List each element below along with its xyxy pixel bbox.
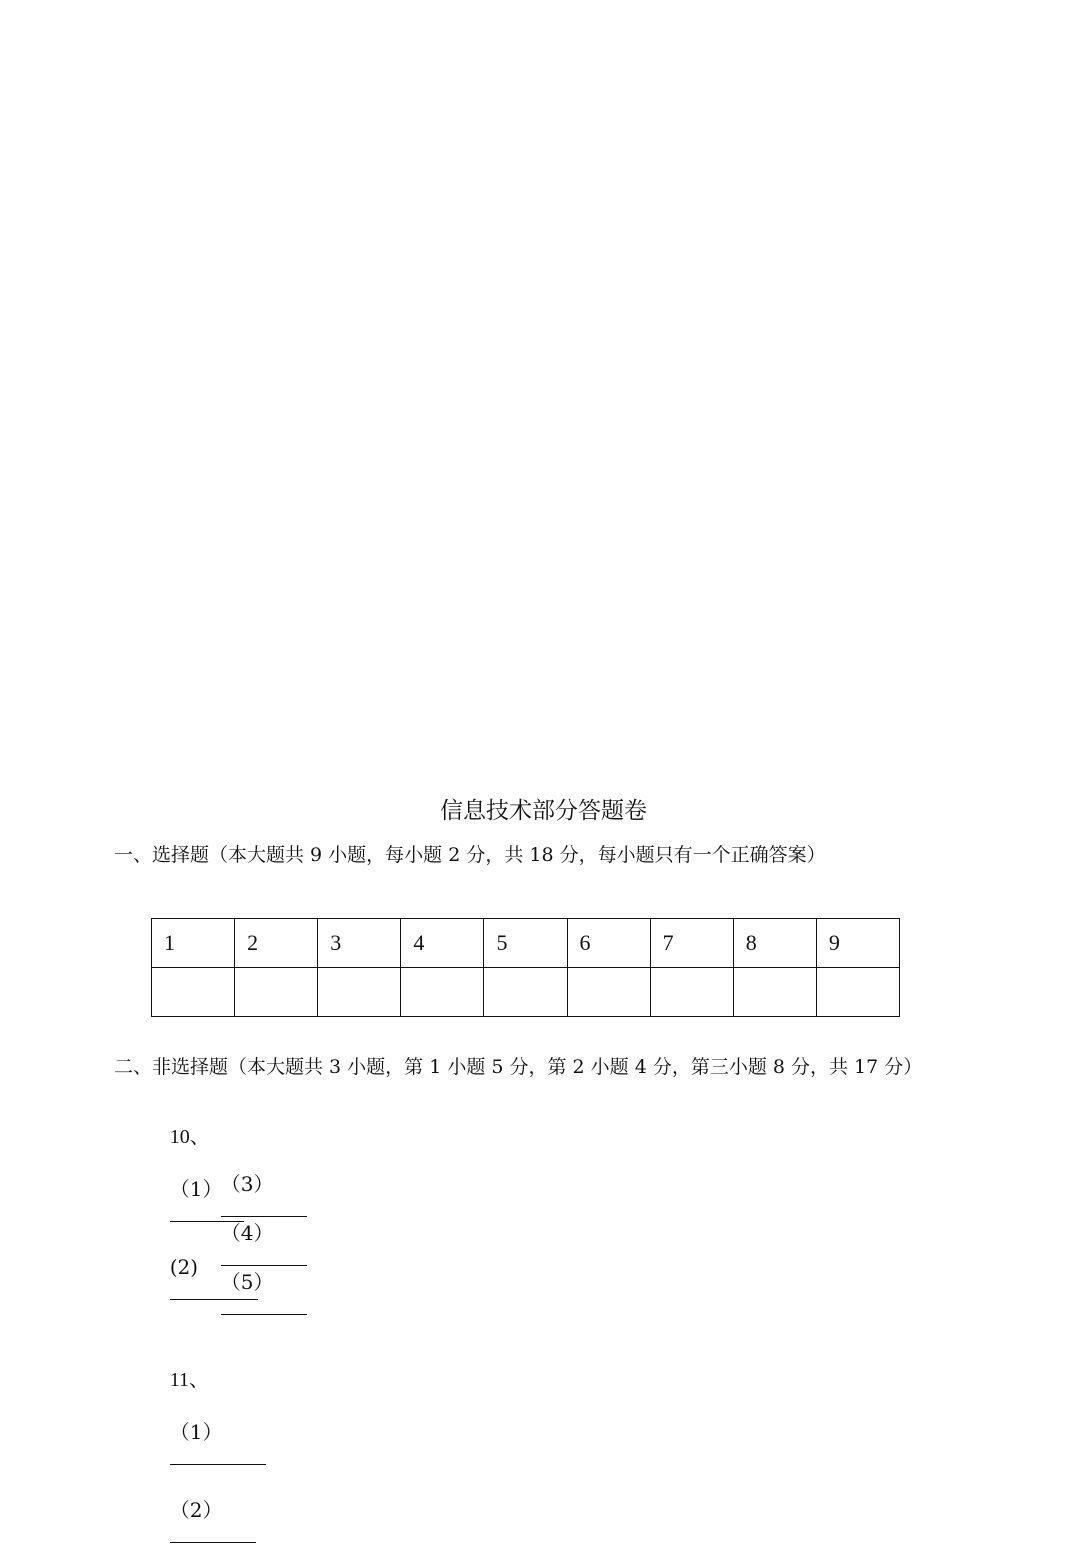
answer-header-cell: 6 <box>567 919 650 968</box>
answer-blank-cell[interactable] <box>318 968 401 1017</box>
q10-part-5-blank[interactable] <box>221 1296 307 1315</box>
answer-header-cell: 5 <box>484 919 567 968</box>
answer-blank-cell[interactable] <box>816 968 899 1017</box>
q10-part-4-label: （4） <box>220 1221 274 1245</box>
answer-blank-cell[interactable] <box>235 968 318 1017</box>
q11-part-1-blank[interactable] <box>170 1446 266 1465</box>
answer-header-cell: 9 <box>816 919 899 968</box>
answer-blank-cell[interactable] <box>650 968 733 1017</box>
answer-blank-cell[interactable] <box>401 968 484 1017</box>
answer-header-cell: 7 <box>650 919 733 968</box>
answer-blank-cell[interactable] <box>567 968 650 1017</box>
q11-line-1 <box>157 1340 266 1549</box>
answer-header-cell: 4 <box>401 919 484 968</box>
page-title: 信息技术部分答题卷 <box>440 798 647 824</box>
q10-number: 10、 <box>169 1126 210 1148</box>
section-1-heading: 一、选择题（本大题共 9 小题，每小题 2 分，共 18 分，每小题只有一个正确答案） <box>114 844 826 866</box>
q10-part-5-label: （5） <box>220 1270 274 1294</box>
q10-part-3-label: （3） <box>220 1172 274 1196</box>
q11-part-2-blank[interactable] <box>170 1524 256 1543</box>
answer-table <box>151 918 900 1017</box>
answer-table-header-row <box>152 919 900 968</box>
section-2-heading: 二、非选择题（本大题共 3 小题，第 1 小题 5 分，第 2 小题 4 分，第三小题 8 分，共 17 分） <box>114 1056 923 1078</box>
answer-header-cell: 8 <box>733 919 816 968</box>
answer-table-blank-row <box>152 968 900 1017</box>
answer-header-cell: 3 <box>318 919 401 968</box>
answer-blank-cell[interactable] <box>484 968 567 1017</box>
q11-part-2-label: （2） <box>169 1498 223 1522</box>
q11-number: 11、 <box>169 1369 209 1391</box>
q10-line-5 <box>208 1243 307 1321</box>
q10-part-2-label: (2) <box>169 1255 199 1279</box>
answer-blank-cell[interactable] <box>152 968 235 1017</box>
answer-blank-cell[interactable] <box>733 968 816 1017</box>
q11-part-1-label: （1） <box>169 1420 223 1444</box>
answer-header-cell: 1 <box>152 919 235 968</box>
answer-header-cell: 2 <box>235 919 318 968</box>
q10-part-1-label: （1） <box>169 1177 223 1201</box>
